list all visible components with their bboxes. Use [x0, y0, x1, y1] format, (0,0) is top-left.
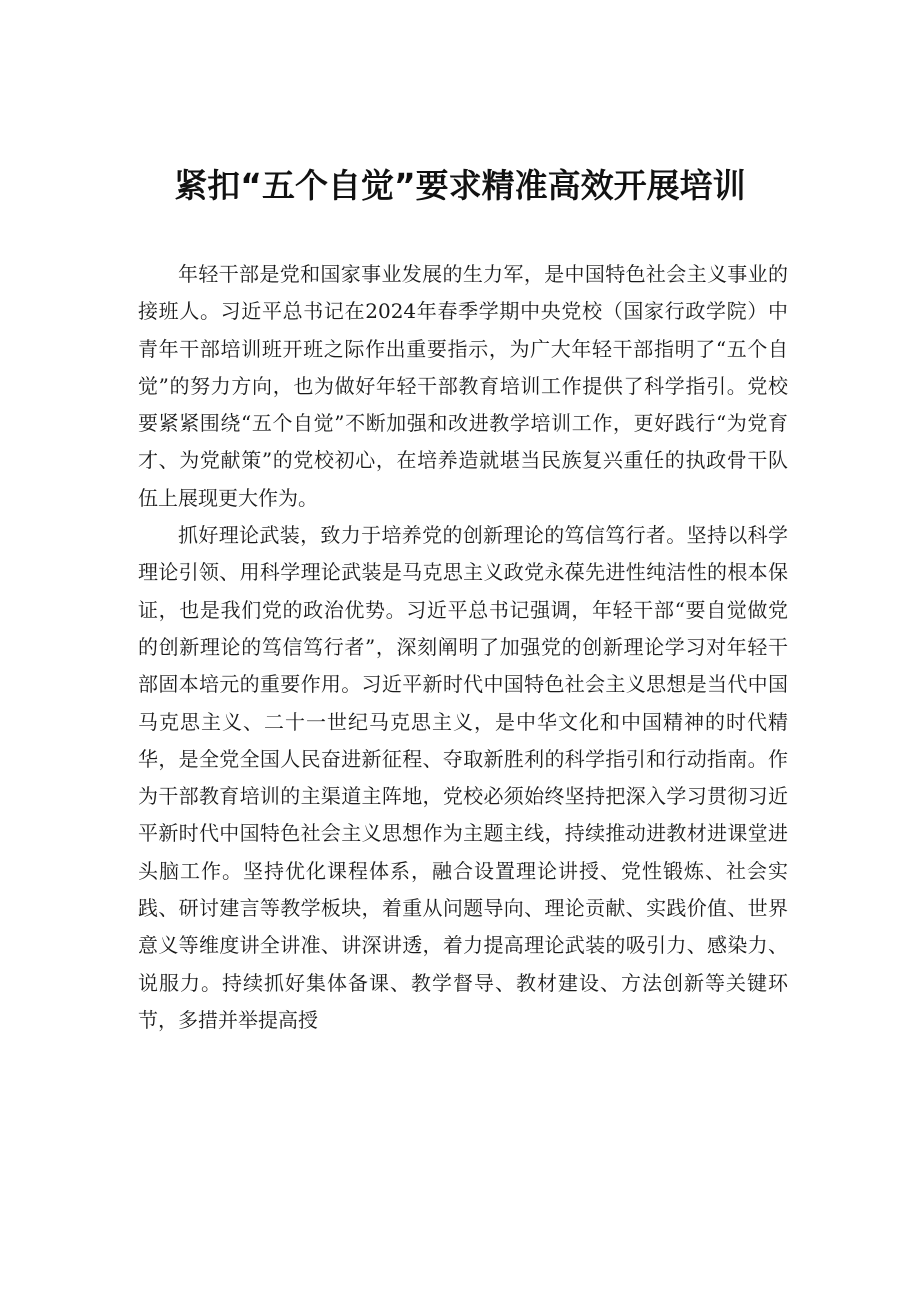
document-title: 紧扣“五个自觉”要求精准高效开展培训 [174, 166, 746, 205]
document-body [138, 256, 788, 1039]
paragraph-intro: 年轻干部是党和国家事业发展的生力军，是中国特色社会主义事业的接班人。习近平总书记在2024年春季学期中央党校（国家行政学院）中青年干部培训班开班之际作出重要指示，为广大年轻干部指明了“五个自觉”的努力方向，也为做好年轻干部教育培训工作提供了科学指引。党校要紧紧围绕“五个自觉”不断加强和改进教学培训工作，更好践行“为党育才、为党献策”的党校初心，在培养造就堪当民族复兴重任的执政骨干队伍上展现更大作为。 [138, 262, 788, 510]
paragraph-theory-arming: 抓好理论武装，致力于培养党的创新理论的笃信笃行者。坚持以科学理论引领、用科学理论武装是马克思主义政党永葆先进性纯洁性的根本保证，也是我们党的政治优势。习近平总书记强调，年轻干部“要自觉做党的创新理论的笃信笃行者”，深刻阐明了加强党的创新理论学习对年轻干部固本培元的重要作用。习近平新时代中国特色社会主义思想是当代中国马克思主义、二十一世纪马克思主义，是中华文化和中国精神的时代精华，是全党全国人民奋进新征程、夺取新胜利的科学指引和行动指南。作为干部教育培训的主渠道主阵地，党校必须始终坚持把深入学习贯彻习近平新时代中国特色社会主义思想作为主题主线，持续推动进教材进课堂进头脑工作。坚持优化课程体系，融合设置理论讲授、党性锻炼、社会实践、研讨建言等教学板块，着重从问题导向、理论贡献、实践价值、世界意义等维度讲全讲准、讲深讲透，着力提高理论武装的吸引力、感染力、说服力。持续抓好集体备课、教学督导、教材建设、方法创新等关键环节，多措并举提高授 [138, 523, 788, 1032]
